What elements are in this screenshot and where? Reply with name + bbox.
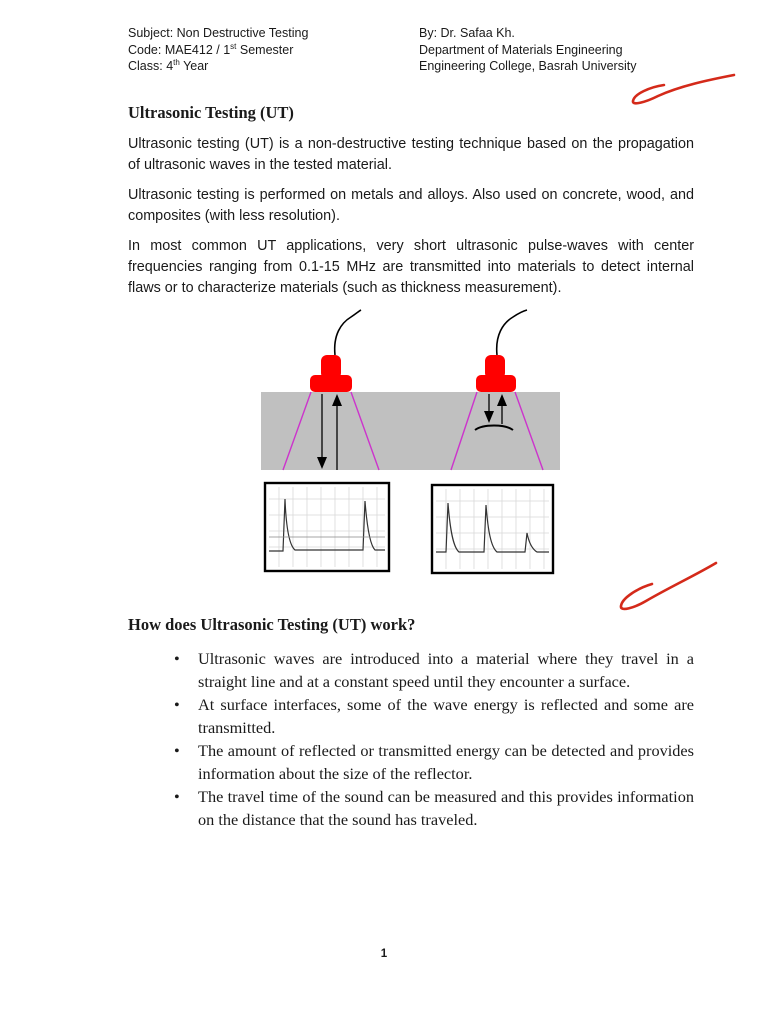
ascan-screen-right [432, 485, 553, 573]
section-title-ut: Ultrasonic Testing (UT) [128, 103, 294, 122]
probe-cable-right [497, 310, 527, 355]
bullet-icon: • [174, 741, 180, 760]
header-right [419, 25, 636, 75]
checkmark-icon [614, 558, 722, 616]
list-item: • At surface interfaces, some of the wave energy is reflected and some are transmitted. [174, 695, 694, 737]
header-left [128, 25, 308, 75]
section-title-how: How does Ultrasonic Testing (UT) work? [128, 615, 416, 634]
ut-diagram [255, 305, 565, 580]
bullet-icon: • [174, 787, 180, 806]
college-line: Engineering College, Basrah University [419, 59, 637, 73]
bullet-icon: • [174, 695, 180, 714]
probe-left [310, 355, 352, 392]
subject-line: Subject: Non Destructive Testing [128, 26, 309, 40]
bullet-icon: • [174, 649, 180, 668]
list-item: • Ultrasonic waves are introduced into a material where they travel in a straight line and at a constant speed until they encounter a surface. [174, 649, 694, 691]
author-line: By: Dr. Safaa Kh. [419, 26, 515, 40]
bullet-list [170, 647, 694, 831]
probe-cable-left [335, 310, 361, 355]
list-item: • The amount of reflected or transmitted energy can be detected and provides information about the size of the reflector. [174, 741, 694, 783]
checkmark-icon [628, 68, 740, 110]
paragraph-3: In most common UT applications, very short ultrasonic pulse-waves with center frequencies ranging from 0.1-15 MHz are transmitted into materials to detect internal flaws or to characterize materials (such as thickness measurement). [128, 238, 694, 296]
paragraph-1: Ultrasonic testing (UT) is a non-destructive testing technique based on the propagation of ultrasonic waves in the tested material. [128, 136, 694, 173]
department-line: Department of Materials Engineering [419, 42, 623, 57]
ascan-screen-left [265, 483, 389, 571]
page-number: 1 [380, 948, 388, 960]
test-material [261, 392, 560, 470]
paragraph-2: Ultrasonic testing is performed on metals and alloys. Also used on concrete, wood, and composites (with less resolution). [128, 187, 694, 224]
code-line: Code: MAE412 / 1st Semester [128, 41, 294, 57]
class-line: Class: 4th Year [128, 57, 209, 73]
list-item: • The travel time of the sound can be measured and this provides information on the distance that the sound has traveled. [174, 787, 694, 829]
probe-right [476, 355, 516, 392]
